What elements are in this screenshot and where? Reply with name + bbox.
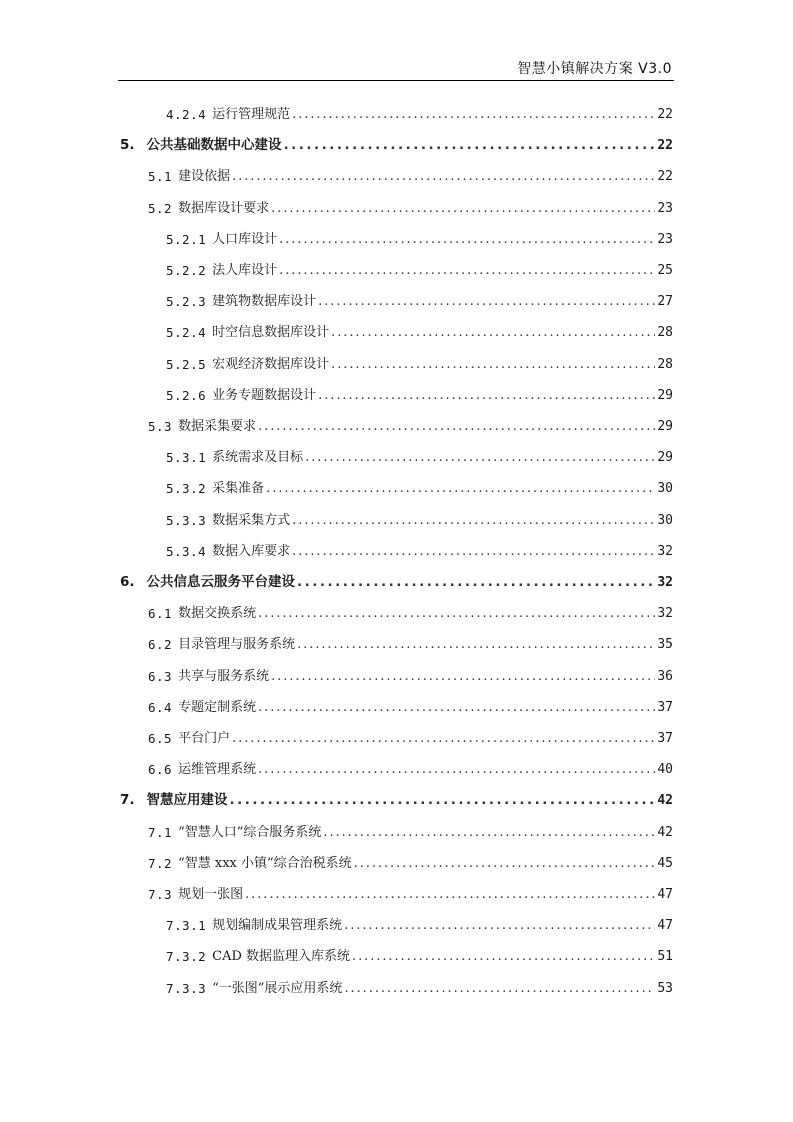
toc-dot-leader [279, 232, 655, 247]
toc-entry-title: 采集准备 [212, 481, 265, 497]
toc-dot-leader [352, 949, 655, 964]
toc-entry-title: 规划编制成果管理系统 [212, 918, 343, 934]
toc-entry-title: 宏观经济数据库设计 [212, 356, 330, 372]
toc-entry-title: “智慧人口”综合服务系统 [178, 824, 322, 840]
toc-dot-leader [292, 107, 655, 122]
toc-entry[interactable] [166, 508, 673, 528]
toc-dot-leader [292, 544, 655, 559]
toc-entry-page-number: 22 [657, 107, 673, 122]
toc-entry-page-number: 29 [657, 387, 673, 403]
toc-entry[interactable] [148, 851, 673, 871]
toc-dot-leader [318, 294, 655, 309]
toc-entry-number: 6.3 [148, 668, 173, 684]
toc-entry[interactable] [166, 383, 673, 403]
toc-entry-title: 运行管理规范 [212, 107, 291, 122]
toc-entry-page-number: 35 [657, 637, 673, 653]
toc-entry[interactable] [166, 476, 673, 496]
toc-entry-number: 5.2 [148, 200, 173, 216]
toc-entry-page-number: 53 [657, 980, 673, 996]
toc-entry-number: 5.2.2 [166, 263, 207, 278]
document-title: 智慧小镇解决方案 V3.0 [517, 61, 672, 77]
toc-entry[interactable] [166, 944, 673, 964]
toc-entry-page-number: 32 [657, 575, 673, 590]
toc-entry[interactable] [148, 726, 673, 746]
toc-entry-number: 5.2.1 [166, 231, 207, 247]
toc-dot-leader [354, 856, 656, 871]
toc-entry-title: 数据入库要求 [212, 543, 291, 559]
toc-entry-number: 6. [120, 574, 135, 590]
toc-entry-title: 智慧应用建设 [146, 792, 228, 809]
toc-entry-page-number: 51 [657, 949, 673, 965]
toc-entry-number: 5. [120, 137, 135, 154]
toc-entry[interactable] [148, 601, 673, 621]
toc-dot-leader [323, 825, 655, 840]
toc-entry-number: 5.3.1 [166, 450, 207, 466]
toc-entry-page-number: 47 [657, 887, 673, 902]
toc-dot-leader [305, 450, 655, 465]
toc-dot-leader [230, 792, 656, 808]
toc-entry-page-number: 27 [657, 294, 673, 310]
toc-dot-leader [344, 981, 655, 996]
toc-entry-number: 5.3.4 [166, 543, 207, 559]
toc-entry-page-number: 42 [657, 793, 673, 809]
toc-dot-leader [284, 137, 656, 153]
toc-entry-title: CAD 数据监理入库系统 [212, 949, 351, 965]
toc-entry-title: 时空信息数据库设计 [212, 325, 330, 341]
toc-dot-leader [232, 169, 655, 184]
toc-entry-number: 5.3.2 [166, 481, 207, 497]
toc-entry[interactable] [166, 227, 673, 247]
toc-dot-leader [258, 700, 655, 715]
toc-entry-number: 5.2.4 [166, 325, 207, 341]
toc-entry-title: 运维管理系统 [178, 762, 257, 778]
toc-dot-leader [331, 357, 655, 372]
toc-entry[interactable] [148, 196, 673, 216]
toc-entry-number: 7.2 [148, 855, 173, 871]
toc-entry-title: 人口库设计 [212, 231, 278, 247]
toc-dot-leader [292, 513, 655, 528]
toc-entry[interactable] [148, 664, 673, 684]
toc-entry-page-number: 28 [657, 325, 673, 341]
toc-entry-title: 建设依据 [178, 169, 231, 185]
toc-entry-page-number: 22 [657, 138, 673, 154]
toc-entry-page-number: 22 [657, 169, 673, 185]
toc-dot-leader [266, 481, 655, 496]
toc-entry-number: 7. [120, 792, 135, 809]
toc-entry-title: 专题定制系统 [178, 699, 257, 715]
toc-entry-title: “一张图”展示应用系统 [212, 980, 343, 996]
toc-dot-leader [232, 731, 655, 746]
toc-entry-page-number: 25 [657, 263, 673, 278]
toc-entry-title: “智慧 xxx 小镇”综合治税系统 [178, 855, 352, 871]
toc-entry-number: 7.3.3 [166, 980, 207, 996]
toc-entry[interactable] [120, 570, 673, 590]
toc-entry-number: 5.3 [148, 419, 173, 434]
toc-entry-number: 6.4 [148, 699, 173, 715]
toc-entry[interactable] [148, 757, 673, 777]
toc-entry-number: 7.3.1 [166, 918, 207, 934]
toc-entry-title: 建筑物数据库设计 [212, 294, 317, 310]
toc-entry-title: 数据采集方式 [212, 512, 291, 528]
toc-entry-title: 数据交换系统 [178, 606, 257, 622]
toc-entry-page-number: 29 [657, 419, 673, 434]
toc-entry[interactable] [148, 882, 673, 902]
toc-entry-title: 共享与服务系统 [178, 668, 270, 684]
toc-entry[interactable] [166, 289, 673, 309]
toc-entry-number: 5.2.5 [166, 356, 207, 372]
toc-entry-page-number: 23 [657, 231, 673, 247]
toc-entry-page-number: 37 [657, 699, 673, 715]
toc-dot-leader [344, 918, 655, 933]
toc-entry-page-number: 30 [657, 512, 673, 528]
toc-entry-page-number: 45 [657, 855, 673, 871]
toc-entry-number: 5.2.6 [166, 387, 207, 403]
toc-entry-page-number: 40 [657, 762, 673, 778]
toc-dot-leader [279, 263, 655, 278]
toc-entry-title: 公共信息云服务平台建设 [146, 574, 296, 590]
toc-entry-page-number: 28 [657, 356, 673, 372]
toc-entry[interactable] [166, 539, 673, 559]
toc-entry[interactable] [166, 445, 673, 465]
toc-entry[interactable] [166, 913, 673, 933]
toc-entry-page-number: 47 [657, 918, 673, 934]
toc-entry-page-number: 23 [657, 200, 673, 216]
toc-entry-number: 6.6 [148, 762, 173, 778]
toc-entry-page-number: 29 [657, 450, 673, 466]
toc-entry-title: 业务专题数据设计 [212, 387, 317, 403]
toc-entry-number: 5.3.3 [166, 512, 207, 528]
toc-entry-page-number: 32 [657, 606, 673, 622]
toc-entry-number: 5.1 [148, 169, 173, 185]
toc-entry-page-number: 32 [657, 543, 673, 559]
toc-dot-leader [297, 637, 655, 652]
toc-entry[interactable] [120, 788, 673, 808]
toc-entry-title: 规划一张图 [178, 887, 244, 902]
toc-entry-number: 5.2.3 [166, 294, 207, 310]
toc-entry-page-number: 42 [657, 824, 673, 840]
toc-entry-page-number: 36 [657, 668, 673, 684]
toc-entry[interactable] [166, 258, 673, 278]
toc-entry-number: 7.3.2 [166, 949, 207, 965]
toc-entry-title: 数据采集要求 [178, 419, 257, 434]
toc-entry[interactable] [120, 133, 673, 153]
toc-entry-page-number: 37 [657, 731, 673, 746]
toc-entry[interactable] [148, 820, 673, 840]
toc-dot-leader [258, 419, 655, 434]
toc-entry-number: 6.5 [148, 731, 173, 746]
toc-dot-leader [271, 201, 655, 216]
toc-entry[interactable] [166, 320, 673, 340]
toc-dot-leader [331, 325, 655, 340]
toc-entry-number: 6.2 [148, 637, 173, 653]
toc-dot-leader [258, 606, 655, 621]
toc-entry[interactable] [166, 102, 673, 122]
toc-entry-title: 法人库设计 [212, 263, 278, 278]
toc-entry-title: 数据库设计要求 [178, 200, 270, 216]
toc-entry-number: 6.1 [148, 606, 173, 622]
toc-dot-leader [245, 887, 655, 902]
toc-dot-leader [318, 388, 655, 403]
toc-entry[interactable] [148, 632, 673, 652]
toc-entry-number: 4.2.4 [166, 107, 207, 122]
toc-entry[interactable] [148, 414, 673, 434]
toc-entry-title: 平台门户 [178, 731, 231, 746]
toc-entry-page-number: 30 [657, 481, 673, 497]
toc-entry-title: 公共基础数据中心建设 [146, 137, 282, 154]
toc-entry-number: 7.1 [148, 824, 173, 840]
toc-dot-leader [258, 762, 655, 777]
toc-entry-number: 7.3 [148, 887, 173, 902]
toc-entry[interactable] [148, 164, 673, 184]
toc-entry-title: 目录管理与服务系统 [178, 637, 296, 653]
toc-entry[interactable] [166, 352, 673, 372]
toc-dot-leader [297, 574, 655, 590]
toc-entry[interactable] [166, 976, 673, 996]
toc-entry-title: 系统需求及目标 [212, 450, 304, 466]
toc-dot-leader [271, 669, 655, 684]
toc-entry[interactable] [148, 695, 673, 715]
